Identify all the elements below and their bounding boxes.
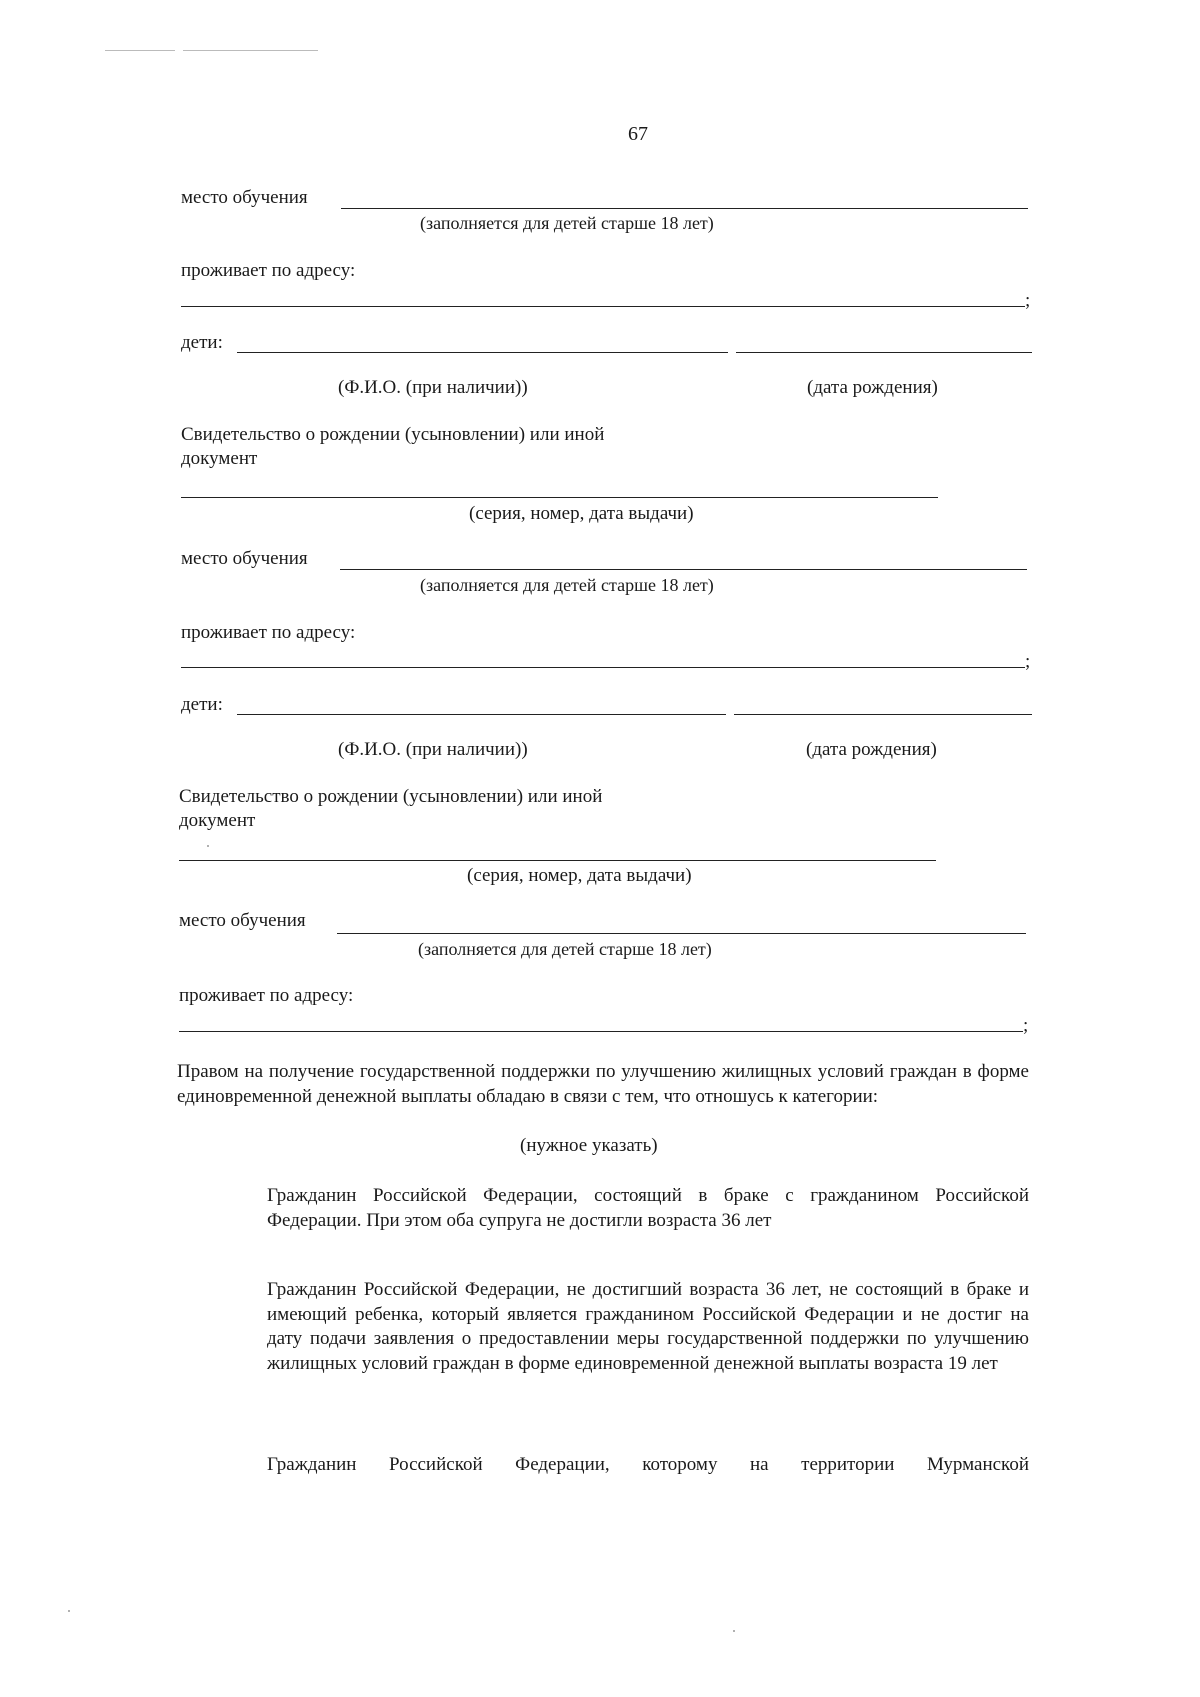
fio-note: (Ф.И.О. (при наличии)) xyxy=(338,377,528,398)
scan-mark-top-left-2 xyxy=(183,50,318,51)
address-field-line xyxy=(181,667,1025,668)
study-field-line xyxy=(341,208,1028,209)
certificate-note: (серия, номер, дата выдачи) xyxy=(469,503,694,524)
certificate-label-cont: документ xyxy=(181,448,258,469)
scan-speck xyxy=(733,1630,735,1632)
address-semicolon: ; xyxy=(1025,651,1031,672)
certificate-note: (серия, номер, дата выдачи) xyxy=(467,865,692,886)
address-label: проживает по адресу: xyxy=(181,260,356,281)
right-to-support-paragraph: Правом на получение государственной поддержки по улучшению жилищных условий граждан в форме единовременной денежной выплаты обладаю в связи с тем, что отношусь к категории: xyxy=(177,1061,1029,1107)
address-semicolon: ; xyxy=(1023,1015,1029,1036)
address-semicolon: ; xyxy=(1025,290,1031,311)
category-item: Гражданин Российской Федерации, состоящий в браке с гражданином Российской Федерации. При этом оба супруга не достигли возраста 36 лет xyxy=(267,1185,1029,1231)
children-fio-line xyxy=(237,714,726,715)
study-label: место обучения xyxy=(181,548,308,569)
address-field-line xyxy=(181,306,1025,307)
page-number: 67 xyxy=(628,123,648,145)
category-item: Гражданин Российской Федерации, которому на территории Мурманской xyxy=(267,1454,1029,1475)
children-birth-line xyxy=(736,352,1032,353)
study-label: место обучения xyxy=(181,187,308,208)
children-fio-line xyxy=(237,352,728,353)
fio-note: (Ф.И.О. (при наличии)) xyxy=(338,739,528,760)
address-field-line xyxy=(179,1031,1023,1032)
children-birth-line xyxy=(734,714,1032,715)
birth-note: (дата рождения) xyxy=(806,739,937,760)
study-label: место обучения xyxy=(179,910,306,931)
scan-speck xyxy=(207,845,209,847)
study-note: (заполняется для детей старше 18 лет) xyxy=(420,213,714,233)
certificate-label: Свидетельство о рождении (усыновлении) или иной xyxy=(179,786,603,807)
certificate-label: Свидетельство о рождении (усыновлении) или иной xyxy=(181,424,605,445)
children-label: дети: xyxy=(181,694,223,715)
children-label: дети: xyxy=(181,332,223,353)
specify-note: (нужное указать) xyxy=(520,1135,658,1156)
certificate-field-line xyxy=(181,497,938,498)
address-label: проживает по адресу: xyxy=(181,622,356,643)
study-field-line xyxy=(340,569,1027,570)
address-label: проживает по адресу: xyxy=(179,985,354,1006)
study-field-line xyxy=(337,933,1026,934)
category-item: Гражданин Российской Федерации, не достигший возраста 36 лет, не состоящий в браке и имеющий ребенка, который является гражданином Российской Федерации и не достиг на дату подачи заявления о предоставлении меры государственной поддержки по улучшению жилищных условий граждан в форме единовременной денежной выплаты возраста 19 лет xyxy=(267,1279,1029,1374)
certificate-field-line xyxy=(179,860,936,861)
scan-speck xyxy=(68,1610,70,1612)
certificate-label-cont: документ xyxy=(179,810,256,831)
scan-mark-top-left xyxy=(105,50,175,51)
study-note: (заполняется для детей старше 18 лет) xyxy=(420,575,714,595)
study-note: (заполняется для детей старше 18 лет) xyxy=(418,939,712,959)
birth-note: (дата рождения) xyxy=(807,377,938,398)
